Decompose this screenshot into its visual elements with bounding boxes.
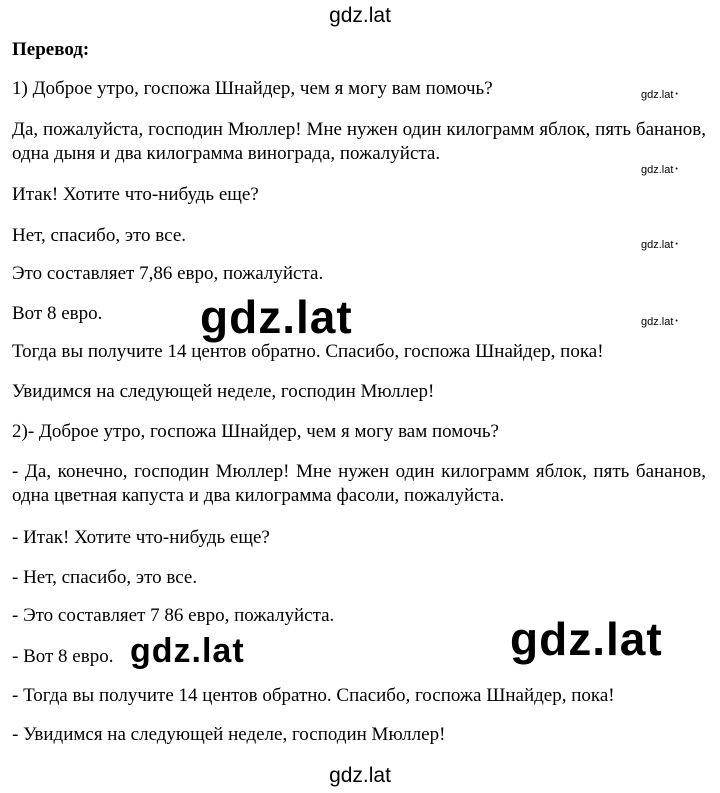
text-paragraph: Да, пожалуйста, господин Мюллер! Мне нужен один килограмм яблок, пять бананов, одна дыня и два килограмма винограда, пожалуйста.: [12, 119, 706, 164]
text-line: - Нет, спасибо, это все.: [12, 567, 198, 588]
watermark-small: gdz.lat •: [641, 316, 678, 328]
text-line: Нет, спасибо, это все.: [12, 225, 186, 246]
text-line: - Тогда вы получите 14 центов обратно. Спасибо, госпожа Шнайдер, пока!: [12, 685, 615, 706]
text-line: - Увидимся на следующей неделе, господин Мюллер!: [12, 724, 446, 745]
text-paragraph: - Да, конечно, господин Мюллер! Мне нужен один килограмм яблок, пять бананов, одна цветная капуста и два килограмма фасоли, пожалуйста.: [12, 461, 706, 506]
text-line: - Вот 8 евро.: [12, 646, 114, 667]
watermark-small: gdz.lat •: [641, 239, 678, 251]
text-line: - Итак! Хотите что-нибудь еще?: [12, 527, 270, 548]
text-line: 1) Доброе утро, госпожа Шнайдер, чем я могу вам помочь?: [12, 78, 493, 99]
watermark-small: gdz.lat •: [641, 89, 678, 101]
text-line: Вот 8 евро.: [12, 303, 103, 324]
text-line: Увидимся на следующей неделе, господин Мюллер!: [12, 381, 435, 402]
text-line: Тогда вы получите 14 центов обратно. Спасибо, госпожа Шнайдер, пока!: [12, 341, 604, 362]
watermark-large: gdz.lat: [130, 632, 245, 670]
watermark-large: gdz.lat: [200, 291, 353, 343]
watermark-top: gdz.lat: [329, 4, 391, 27]
watermark-large: gdz.lat: [510, 613, 663, 665]
text-line: 2)- Доброе утро, госпожа Шнайдер, чем я могу вам помочь?: [12, 421, 499, 442]
text-line: - Это составляет 7 86 евро, пожалуйста.: [12, 605, 335, 626]
text-line: Это составляет 7,86 евро, пожалуйста.: [12, 263, 324, 284]
watermark-bottom: gdz.lat: [329, 764, 391, 787]
text-line: Итак! Хотите что-нибудь еще?: [12, 184, 259, 205]
page-heading: Перевод:: [12, 39, 90, 60]
watermark-small: gdz.lat •: [641, 164, 678, 176]
